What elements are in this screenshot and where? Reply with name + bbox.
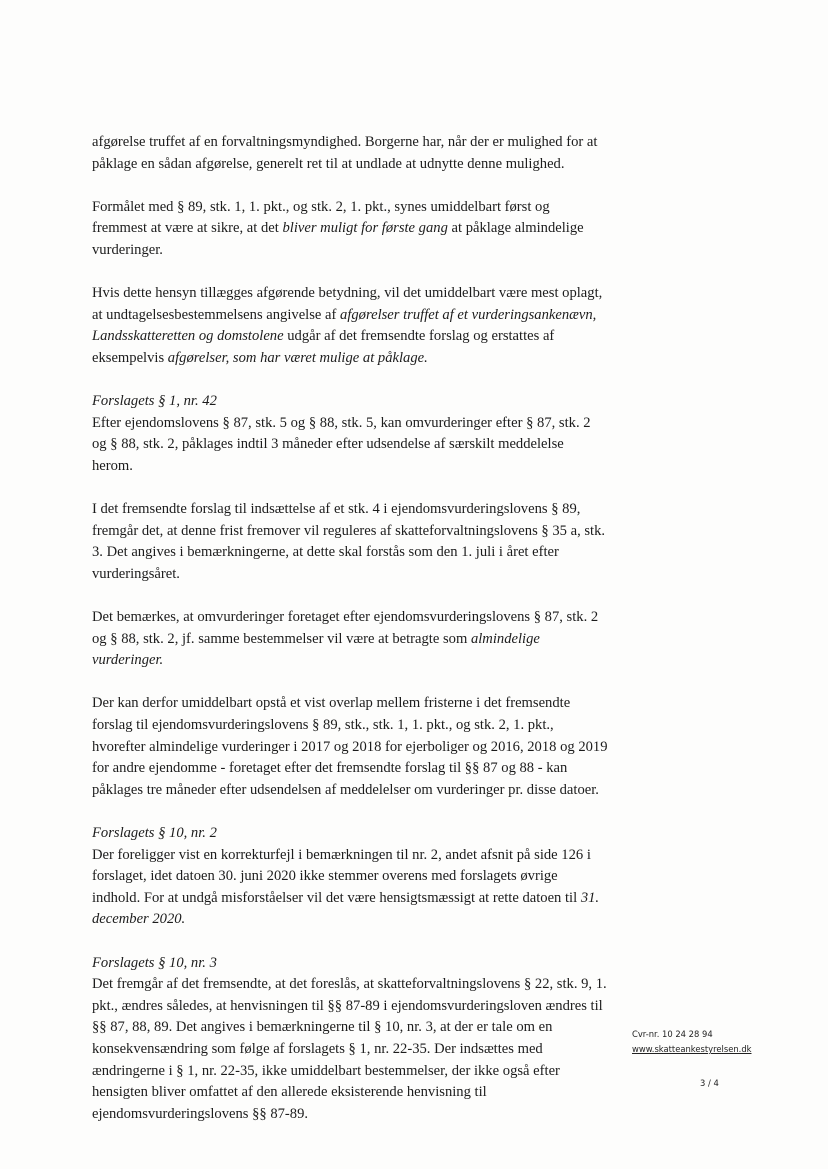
emphasized-text: almindelige vurderinger. bbox=[92, 630, 540, 669]
paragraph bbox=[92, 283, 608, 369]
emphasized-text: bliver muligt for første gang bbox=[282, 220, 448, 237]
paragraph-text: I det fremsendte forslag til indsættelse af et stk. 4 i ejendomsvurderingslovens § 89, fremgår det, at denne frist fremover vil reguleres af skatteforvaltningslovens § 35 a, stk. 3. Det angives i bemærkningerne, at dette skal forstås som den 1. juli i året efter vurderingsåret. bbox=[92, 501, 606, 582]
paragraph bbox=[92, 693, 608, 801]
page-number: 3 / 4 bbox=[700, 1078, 719, 1088]
paragraph-text: afgørelse truffet af en forvaltningsmyndighed. Borgerne har, når der er mulighed for at påklage en sådan afgørelse, generelt ret til at undlade at udnytte denne mulighed. bbox=[92, 134, 598, 172]
paragraph-text: Der foreligger vist en korrekturfejl i bemærkningen til nr. 2, andet afsnit på side 126 i forslaget, idet datoen 30. juni 2020 ikke stemmer overens med forslagets øvrige indhold. For at undgå misforståelser vil det være hensigtsmæssigt at rette datoen til bbox=[92, 846, 591, 906]
paragraph bbox=[92, 197, 608, 262]
paragraph-text: Det bemærkes, at omvurderinger foretaget efter ejendomsvurderingslovens § 87, stk. 2 og § 88, stk. 2, jf. samme bestemmelser vil være at betragte som bbox=[92, 609, 599, 647]
emphasized-text: afgørelser truffet af et vurderingsankenævn, Landsskatteretten og domstolene bbox=[92, 306, 597, 345]
paragraph-text: udgår af det fremsendte forslag og erstattes af eksempelvis bbox=[92, 328, 555, 366]
paragraph-text: Formålet med § 89, stk. 1, 1. pkt., og stk. 2, 1. pkt., synes umiddelbart først og fremmest at være at sikre, at det bbox=[92, 198, 550, 237]
paragraph bbox=[92, 391, 608, 477]
paragraph-text: Det fremgår af det fremsendte, at det foreslås, at skatteforvaltningslovens § 22, stk. 9, 1. pkt., ændres således, at henvisningen til §§ 87-89 i ejendomsvurderingsloven ændres til §§ 87, 88, 89. Det angives i bemærkningerne til § 10, nr. 3, at der er tale om en konsekvensændring som følge af forslagets § 1, nr. 22-35. Der indsættes med ændringerne i § 1, nr. 22-35, ikke umiddelbart bestemmelser, der ikke også efter hensigten bliver omfattet af den allerede eksisterende henvisning til ejendomsvurderingslovens §§ 87-89. bbox=[92, 976, 607, 1122]
paragraph bbox=[92, 953, 608, 1126]
section-heading: Forslagets § 10, nr. 3 bbox=[92, 954, 217, 971]
paragraph bbox=[92, 607, 608, 672]
letter-body bbox=[92, 132, 608, 1147]
emphasized-text: 31. december 2020. bbox=[92, 889, 600, 928]
footer-contact bbox=[632, 1027, 762, 1057]
website-link[interactable]: www.skatteankestyrelsen.dk bbox=[632, 1044, 752, 1054]
paragraph bbox=[92, 823, 608, 931]
emphasized-text: afgørelser, som har været mulige at påklage. bbox=[167, 349, 428, 366]
cvr-number: Cvr-nr. 10 24 28 94 bbox=[632, 1029, 713, 1039]
paragraph-text: Hvis dette hensyn tillægges afgørende betydning, vil det umiddelbart være mest oplagt, at undtagelsesbestemmelsens angivelse af bbox=[92, 285, 603, 323]
section-heading: Forslagets § 1, nr. 42 bbox=[92, 393, 217, 410]
paragraph bbox=[92, 499, 608, 585]
paragraph-text: Efter ejendomslovens § 87, stk. 5 og § 88, stk. 5, kan omvurderinger efter § 87, stk. 2 og § 88, stk. 2, påklages indtil 3 måneder efter udsendelse af særskilt meddelelse herom. bbox=[92, 414, 591, 474]
paragraph-text: at påklage almindelige vurderinger. bbox=[92, 220, 584, 258]
paragraph-text: Der kan derfor umiddelbart opstå et vist overlap mellem fristerne i det fremsendte forslag til ejendomsvurderingslovens § 89, stk., stk. 1, 1. pkt., og stk. 2, 1. pkt., hvorefter almindelige vurderinger i 2017 og 2018 for ejerboliger og 2016, 2018 og 2019 for andre ejendomme - foretaget efter det fremsendte forslag til §§ 87 og 88 - kan påklages tre måneder efter udsendelsen af meddelelser om vurderinger pr. disse datoer. bbox=[92, 695, 608, 798]
paragraph bbox=[92, 132, 608, 175]
section-heading: Forslagets § 10, nr. 2 bbox=[92, 825, 217, 841]
